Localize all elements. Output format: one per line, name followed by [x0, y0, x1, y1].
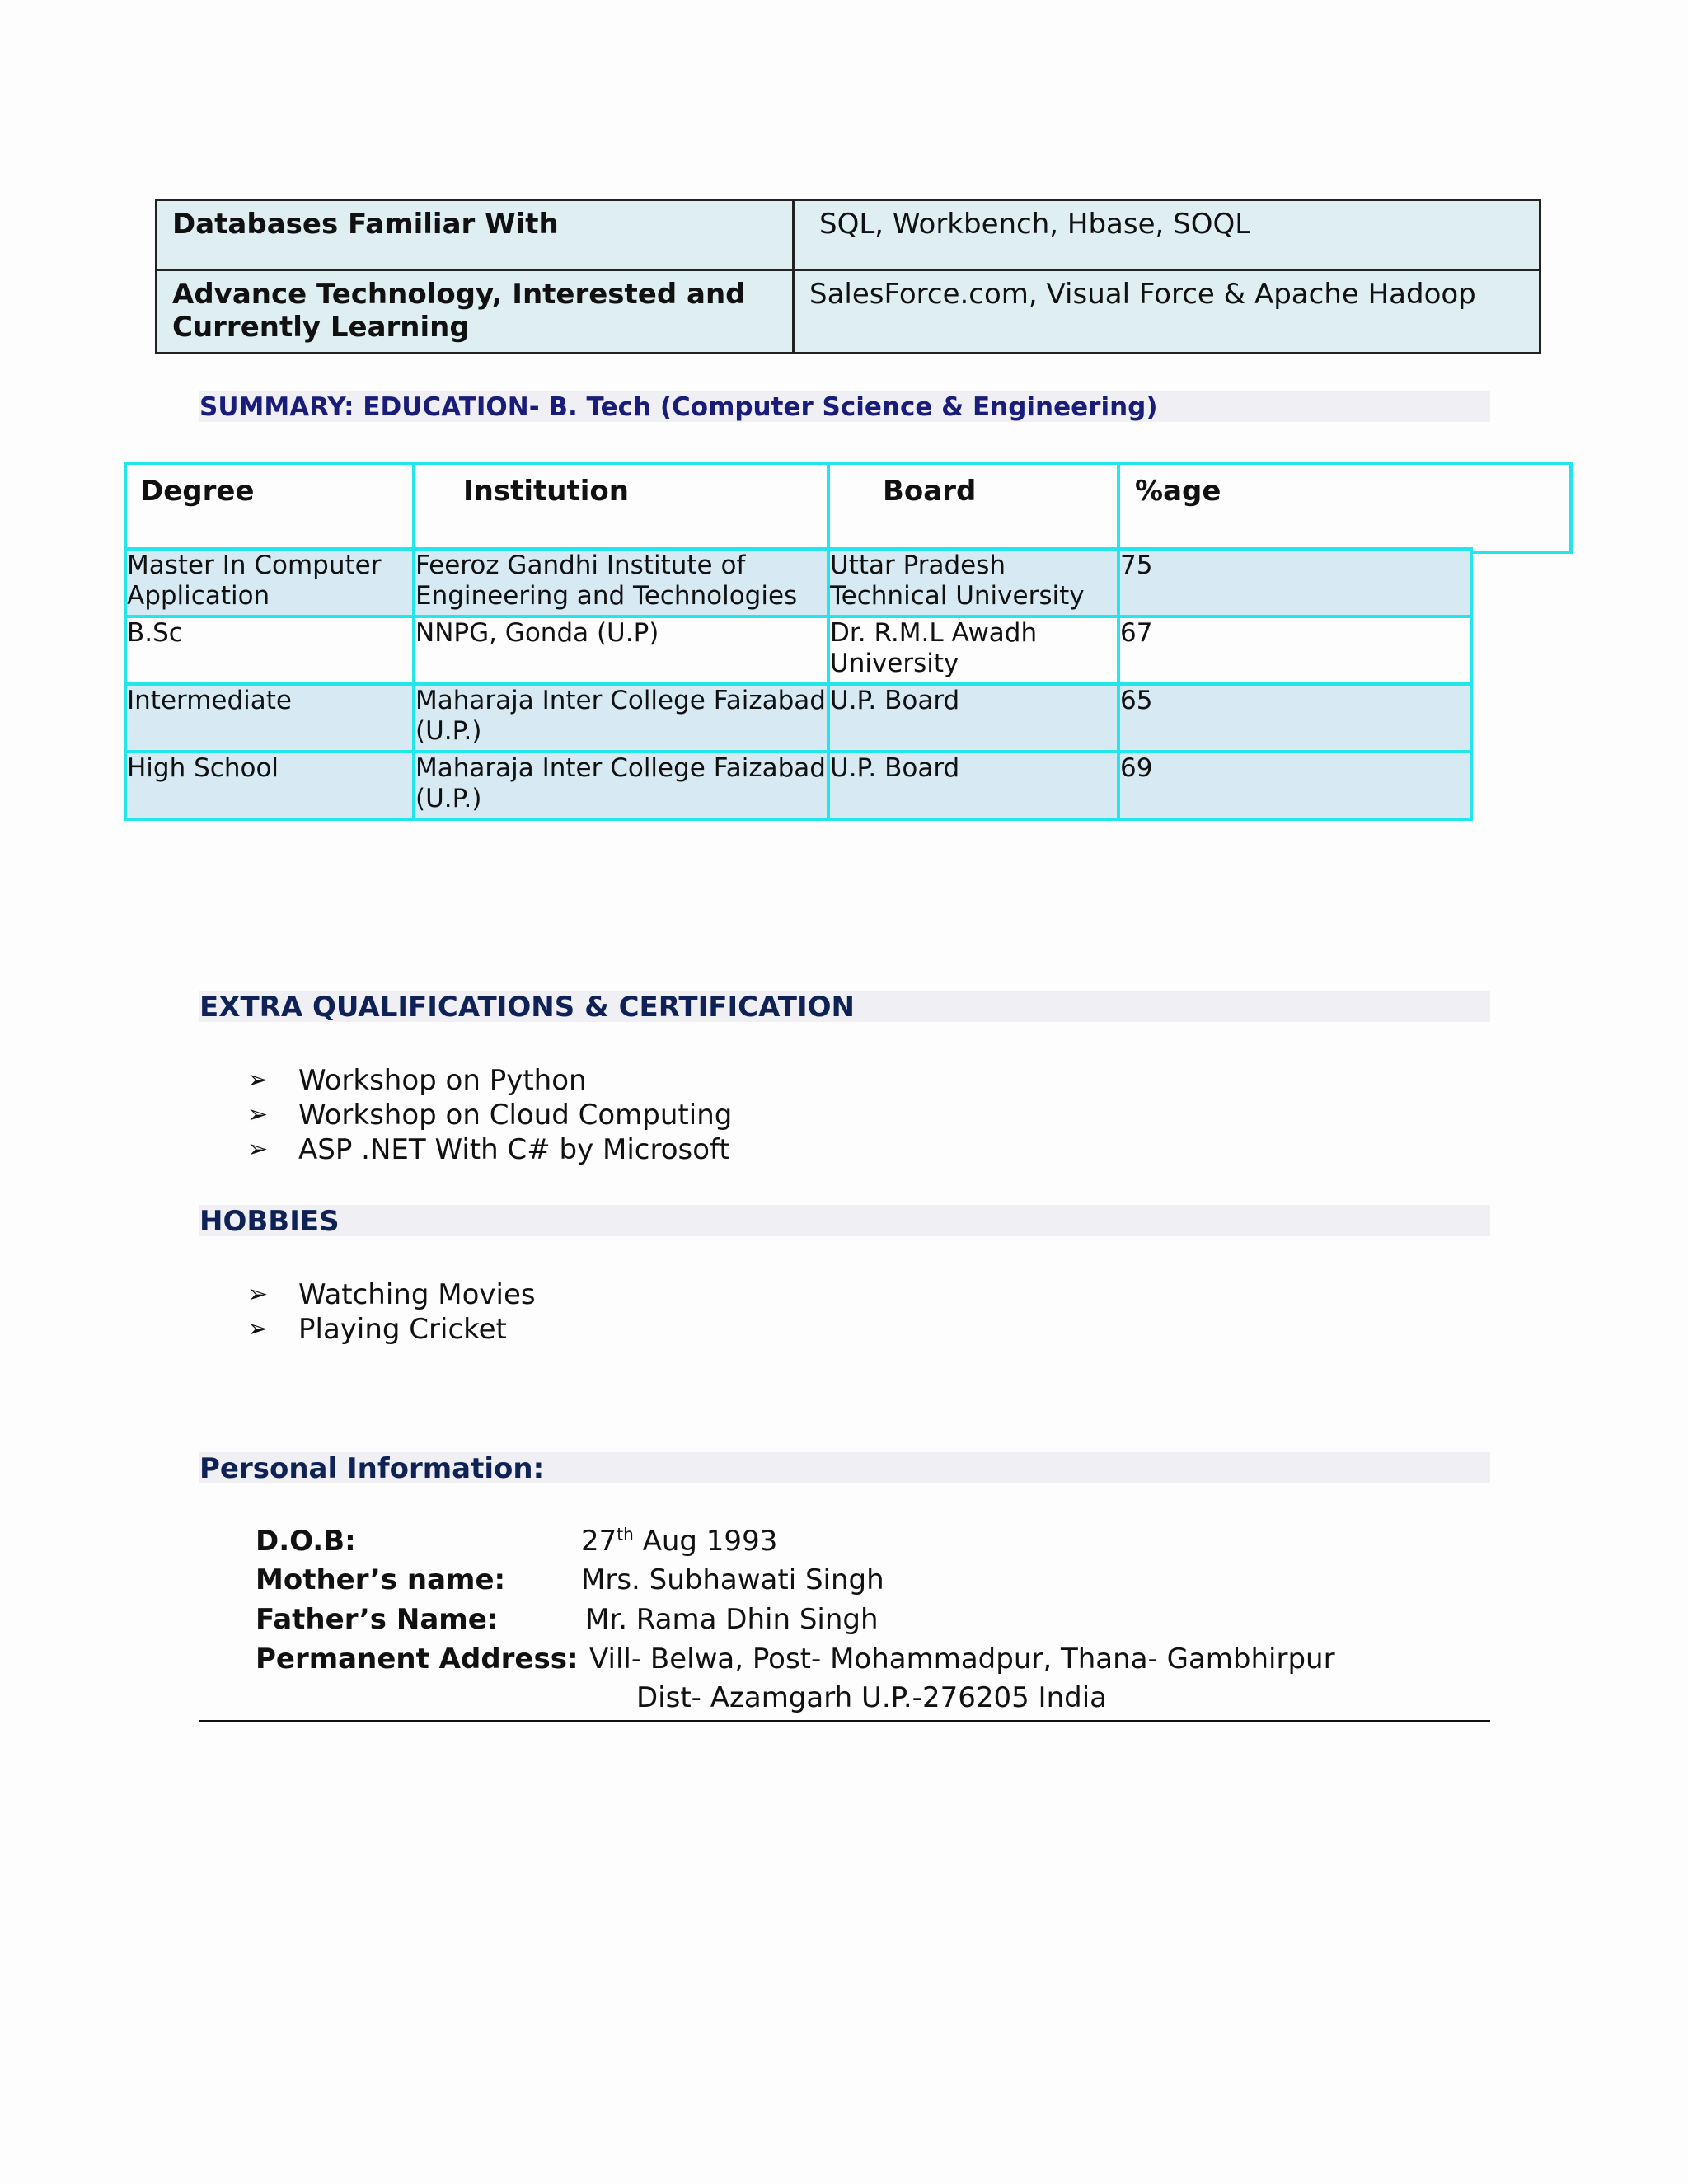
- cell-board: Uttar Pradesh Technical University: [828, 549, 1118, 616]
- skills-value: SQL, Workbench, Hbase, SOQL: [794, 200, 1540, 270]
- list-item-text: ASP .NET With C# by Microsoft: [298, 1133, 730, 1166]
- hobbies-heading: HOBBIES: [199, 1205, 1490, 1236]
- cell-institution: Maharaja Inter College Faizabad (U.P.): [414, 752, 828, 819]
- cell-degree: High School: [125, 752, 414, 819]
- arrow-bullet-icon: ➢: [247, 1280, 269, 1309]
- cell-institution: Feeroz Gandhi Institute of Engineering and Technologies: [414, 549, 828, 616]
- cell-percent: 69: [1118, 752, 1471, 819]
- arrow-bullet-icon: ➢: [247, 1315, 269, 1343]
- list-item-text: Workshop on Python: [298, 1064, 587, 1097]
- education-table: [124, 547, 1473, 821]
- cell-degree: Master In Computer Application: [125, 549, 414, 616]
- cell-board: U.P. Board: [828, 684, 1118, 752]
- table-row: [125, 684, 1471, 752]
- skills-value: SalesForce.com, Visual Force & Apache Hadoop: [794, 270, 1540, 354]
- dob-rest: Aug 1993: [633, 1525, 778, 1558]
- dob-day: 27: [581, 1525, 617, 1558]
- cell-institution: Maharaja Inter College Faizabad (U.P.): [414, 684, 828, 752]
- cell-percent: 67: [1118, 616, 1471, 684]
- skills-label: Databases Familiar With: [157, 200, 794, 270]
- education-summary-heading: SUMMARY: EDUCATION- B. Tech (Computer Science & Engineering): [199, 391, 1490, 422]
- hobbies-list: [247, 1277, 536, 1347]
- arrow-bullet-icon: ➢: [247, 1135, 269, 1164]
- list-item: [247, 1063, 732, 1098]
- mother-label: Mother’s name:: [256, 1563, 506, 1596]
- cell-degree: Intermediate: [125, 684, 414, 752]
- list-item: [247, 1132, 732, 1167]
- cell-degree: B.Sc: [125, 616, 414, 684]
- list-item: [247, 1098, 732, 1132]
- column-header-percent: %age: [1135, 475, 1221, 508]
- column-header-institution: Institution: [415, 465, 830, 551]
- extra-qualifications-list: [247, 1063, 732, 1167]
- address-line-2: Dist- Azamgarh U.P.-276205 India: [636, 1681, 1107, 1714]
- extra-qualifications-heading: EXTRA QUALIFICATIONS & CERTIFICATION: [199, 991, 1490, 1022]
- list-item: [247, 1277, 536, 1312]
- cell-board: Dr. R.M.L Awadh University: [828, 616, 1118, 684]
- skills-table: [155, 199, 1541, 354]
- list-item-text: Workshop on Cloud Computing: [298, 1099, 733, 1132]
- arrow-bullet-icon: ➢: [247, 1066, 269, 1094]
- column-header-degree: Degree: [127, 465, 415, 551]
- table-row: [125, 549, 1471, 616]
- cell-percent: 65: [1118, 684, 1471, 752]
- address-label: Permanent Address:: [256, 1643, 579, 1675]
- mother-value: Mrs. Subhawati Singh: [581, 1563, 884, 1596]
- cell-board: U.P. Board: [828, 752, 1118, 819]
- list-item-text: Watching Movies: [298, 1278, 536, 1311]
- father-label: Father’s Name:: [256, 1603, 499, 1636]
- skills-row: [157, 200, 1540, 270]
- column-header-board: Board: [830, 465, 1120, 551]
- skills-row: [157, 270, 1540, 354]
- bottom-divider: [199, 1720, 1490, 1722]
- address-line-1: Vill- Belwa, Post- Mohammadpur, Thana- Gambhirpur: [589, 1643, 1335, 1675]
- personal-info-heading: Personal Information:: [199, 1452, 1490, 1483]
- list-item-text: Playing Cricket: [298, 1313, 507, 1346]
- table-row: [125, 752, 1471, 819]
- skills-label: Advance Technology, Interested and Currently Learning: [157, 270, 794, 354]
- dob-value: [581, 1525, 777, 1558]
- cell-percent: 75: [1118, 549, 1471, 616]
- table-row: [125, 616, 1471, 684]
- education-table-header: [124, 462, 1573, 554]
- father-value: Mr. Rama Dhin Singh: [585, 1603, 879, 1636]
- dob-suffix: th: [617, 1524, 634, 1544]
- list-item: [247, 1312, 536, 1347]
- arrow-bullet-icon: ➢: [247, 1100, 269, 1129]
- dob-label: D.O.B:: [256, 1525, 356, 1558]
- cell-institution: NNPG, Gonda (U.P): [414, 616, 828, 684]
